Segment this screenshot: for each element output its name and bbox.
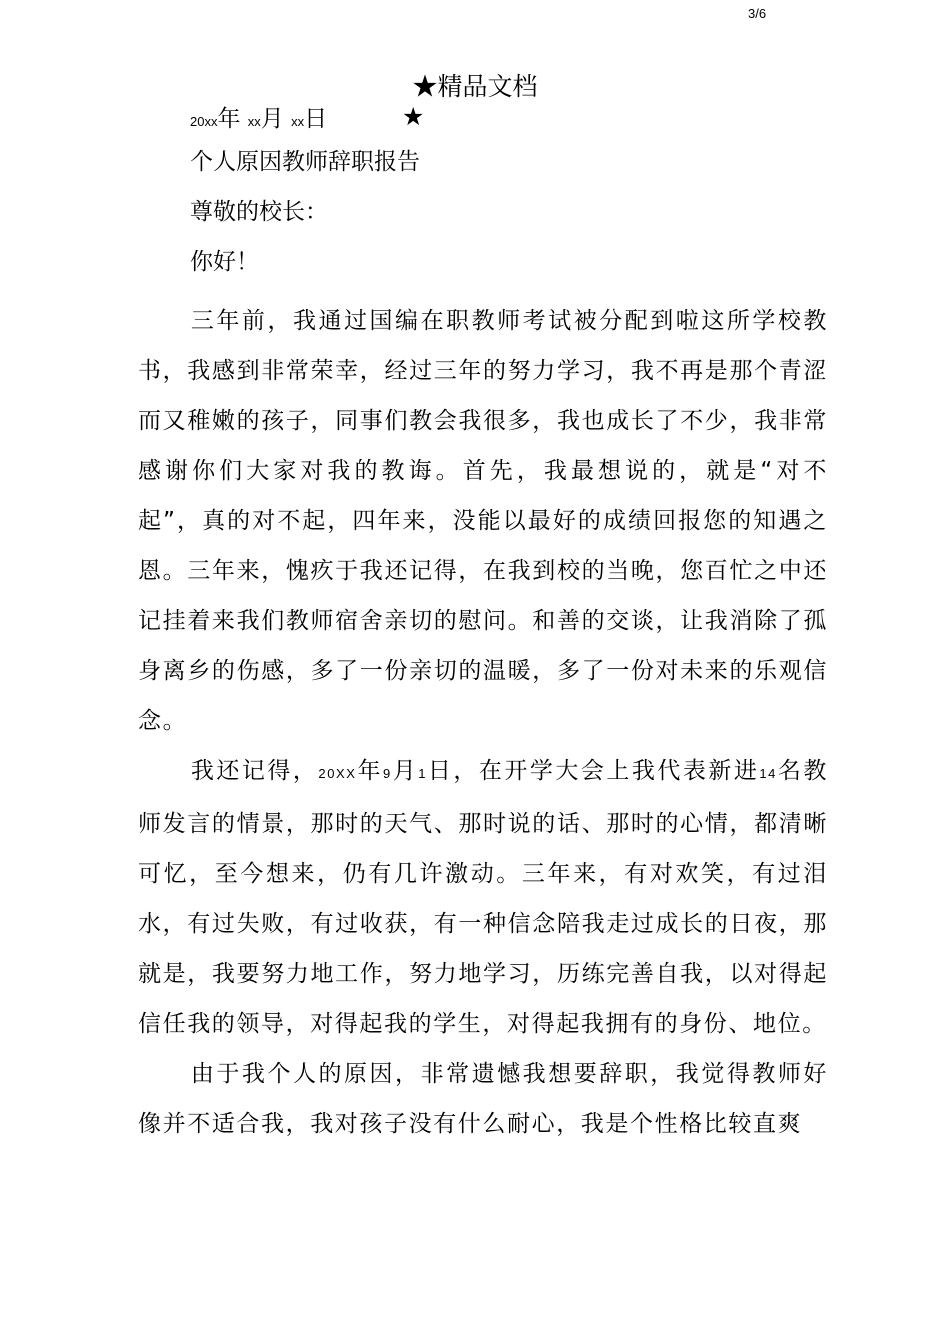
paragraph-2-text-5: 名教师发言的情景，那时的天气、那时说的话、那时的心情，都清晰可忆，至今想来，仍有几许激动。三年来，有对欢笑，有过泪水，有过失败，有过收获，有一种信念陪我走过成长的日夜，那就是，我要努力地工作，努力地学习，历练完善自我，以对得起信任我的领导，对得起我的学生，对得起我拥有的身份、地位。 [138,758,828,1037]
star-icon: ★ [402,102,425,131]
greeting: 你好！ [190,249,259,275]
date-day-char: 日 [304,106,328,132]
date-line [190,102,327,139]
letter-body [138,296,828,1149]
paragraph-2-day: 1 [418,766,428,781]
paragraph-2 [138,746,828,1049]
date-month-char: 月 [260,106,284,132]
header-title: ★精品文档 [412,72,538,101]
paragraph-2-month: 9 [382,766,392,781]
salutation: 尊敬的校长： [190,199,328,225]
paragraph-2-text-1: 我还记得， [190,758,319,784]
paragraph-2-count: 14 [759,766,777,781]
date-month-number: xx [247,114,261,129]
date-year-number: 20xx [190,114,218,129]
paragraph-2-text-4: 日，在开学大会上我代表新进 [427,758,760,784]
paragraph-1: 三年前，我通过国编在职教师考试被分配到啦这所学校教书，我感到非常荣幸，经过三年的努力学习，我不再是那个青涩而又稚嫩的孩子，同事们教会我很多，我也成长了不少，我非常感谢你们大家对我的教诲。首先，我最想说的，就是“对不起”，真的对不起，四年来，没能以最好的成绩回报您的知遇之恩。三年来，愧疚于我还记得，在我到校的当晚，您百忙之中还记挂着来我们教师宿舍亲切的慰问。和善的交谈，让我消除了孤身离乡的伤感，多了一份亲切的温暖，多了一份对未来的乐观信念。 [138,308,828,734]
paragraph-2-text-2: 年 [356,758,383,784]
date-year-char: 年 [217,106,241,132]
date-day-number: xx [291,114,305,129]
page-number: 3/6 [748,6,767,21]
paragraph-3: 由于我个人的原因，非常遗憾我想要辞职，我觉得教师好像并不适合我，我对孩子没有什么耐心，我是个性格比较直爽 [138,1061,828,1137]
paragraph-2-text-3: 月 [391,758,419,784]
paragraph-2-year: 20XX [318,766,357,781]
document-title: 个人原因教师辞职报告 [190,149,420,175]
